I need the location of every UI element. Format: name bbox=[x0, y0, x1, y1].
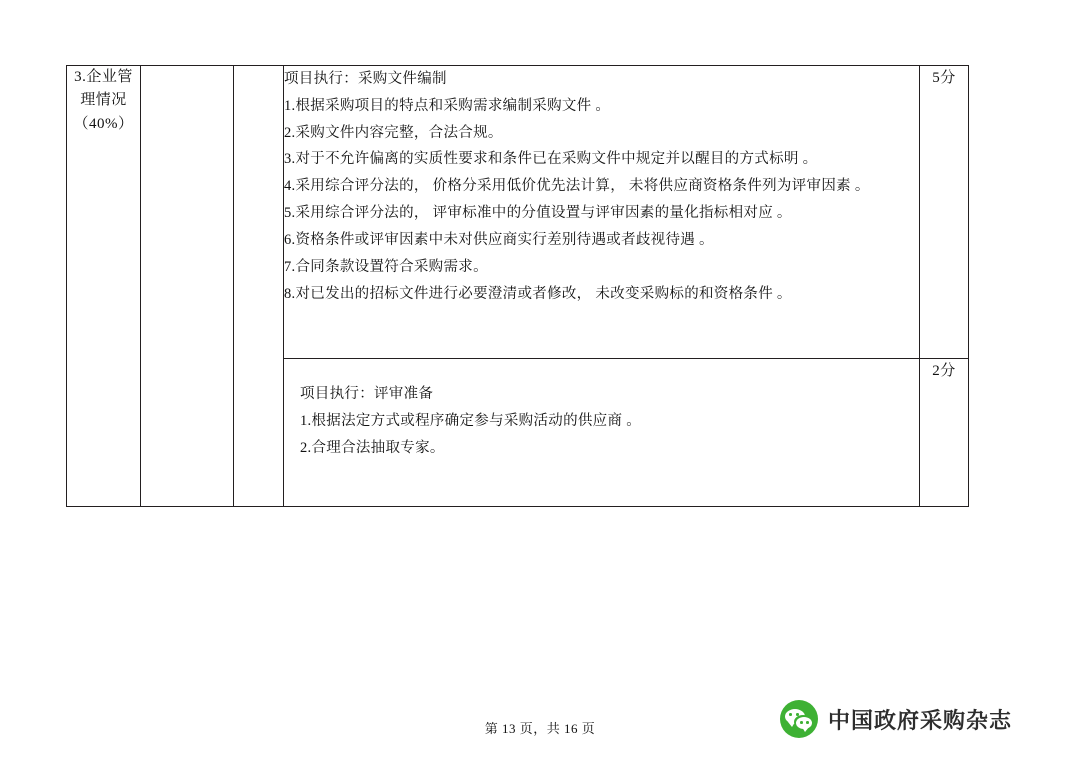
criteria-line: 5.采用综合评分法的， 评审标准中的分值设置与评审因素的量化指标相对应 。 bbox=[284, 205, 792, 222]
criteria-line: 3.对于不允许偏离的实质性要求和条件已在采购文件中规定并以醒目的方式标明 。 bbox=[284, 151, 818, 168]
page-number: 第 13 页，共 16 页 bbox=[484, 721, 596, 736]
evaluation-score-table bbox=[66, 65, 969, 507]
criteria-line: 2.采购文件内容完整，合法合规。 bbox=[284, 124, 503, 141]
category-line-1: 3.企业管 bbox=[74, 69, 133, 85]
criteria-line: 8.对已发出的招标文件进行必要澄清或者修改， 未改变采购标的和资格条件 。 bbox=[284, 285, 792, 302]
criteria-line: 1.根据采购项目的特点和采购需求编制采购文件 。 bbox=[284, 97, 611, 114]
score-cell-2: 2分 bbox=[920, 359, 969, 507]
wechat-icon bbox=[780, 700, 818, 738]
criteria-line: 4.采用综合评分法的， 价格分采用低价优先法计算， 未将供应商资格条件列为评审因素 。 bbox=[284, 178, 870, 195]
subcategory-cell bbox=[141, 66, 234, 507]
category-cell bbox=[67, 66, 141, 507]
category-line-3: （40%） bbox=[73, 115, 134, 132]
criteria-cell-1 bbox=[284, 66, 920, 359]
criteria-line: 7.合同条款设置符合采购需求。 bbox=[284, 258, 488, 275]
criteria-cell-2 bbox=[284, 359, 920, 507]
watermark-badge bbox=[780, 700, 1012, 738]
index-cell bbox=[234, 66, 284, 507]
criteria-line: 6.资格条件或评审因素中未对供应商实行差别待遇或者歧视待遇 。 bbox=[284, 231, 714, 248]
category-line-2: 理情况 bbox=[80, 92, 127, 109]
watermark-text: 中国政府采购杂志 bbox=[828, 708, 1013, 734]
table-row bbox=[67, 66, 969, 359]
criteria-line: 项目执行：评审准备 bbox=[300, 386, 434, 402]
score-cell-1: 5分 bbox=[920, 66, 969, 359]
criteria-line: 2.合理合法抽取专家。 bbox=[300, 439, 445, 456]
criteria-line: 项目执行：采购文件编制 bbox=[284, 71, 447, 87]
criteria-line: 1.根据法定方式或程序确定参与采购活动的供应商 。 bbox=[300, 412, 641, 429]
